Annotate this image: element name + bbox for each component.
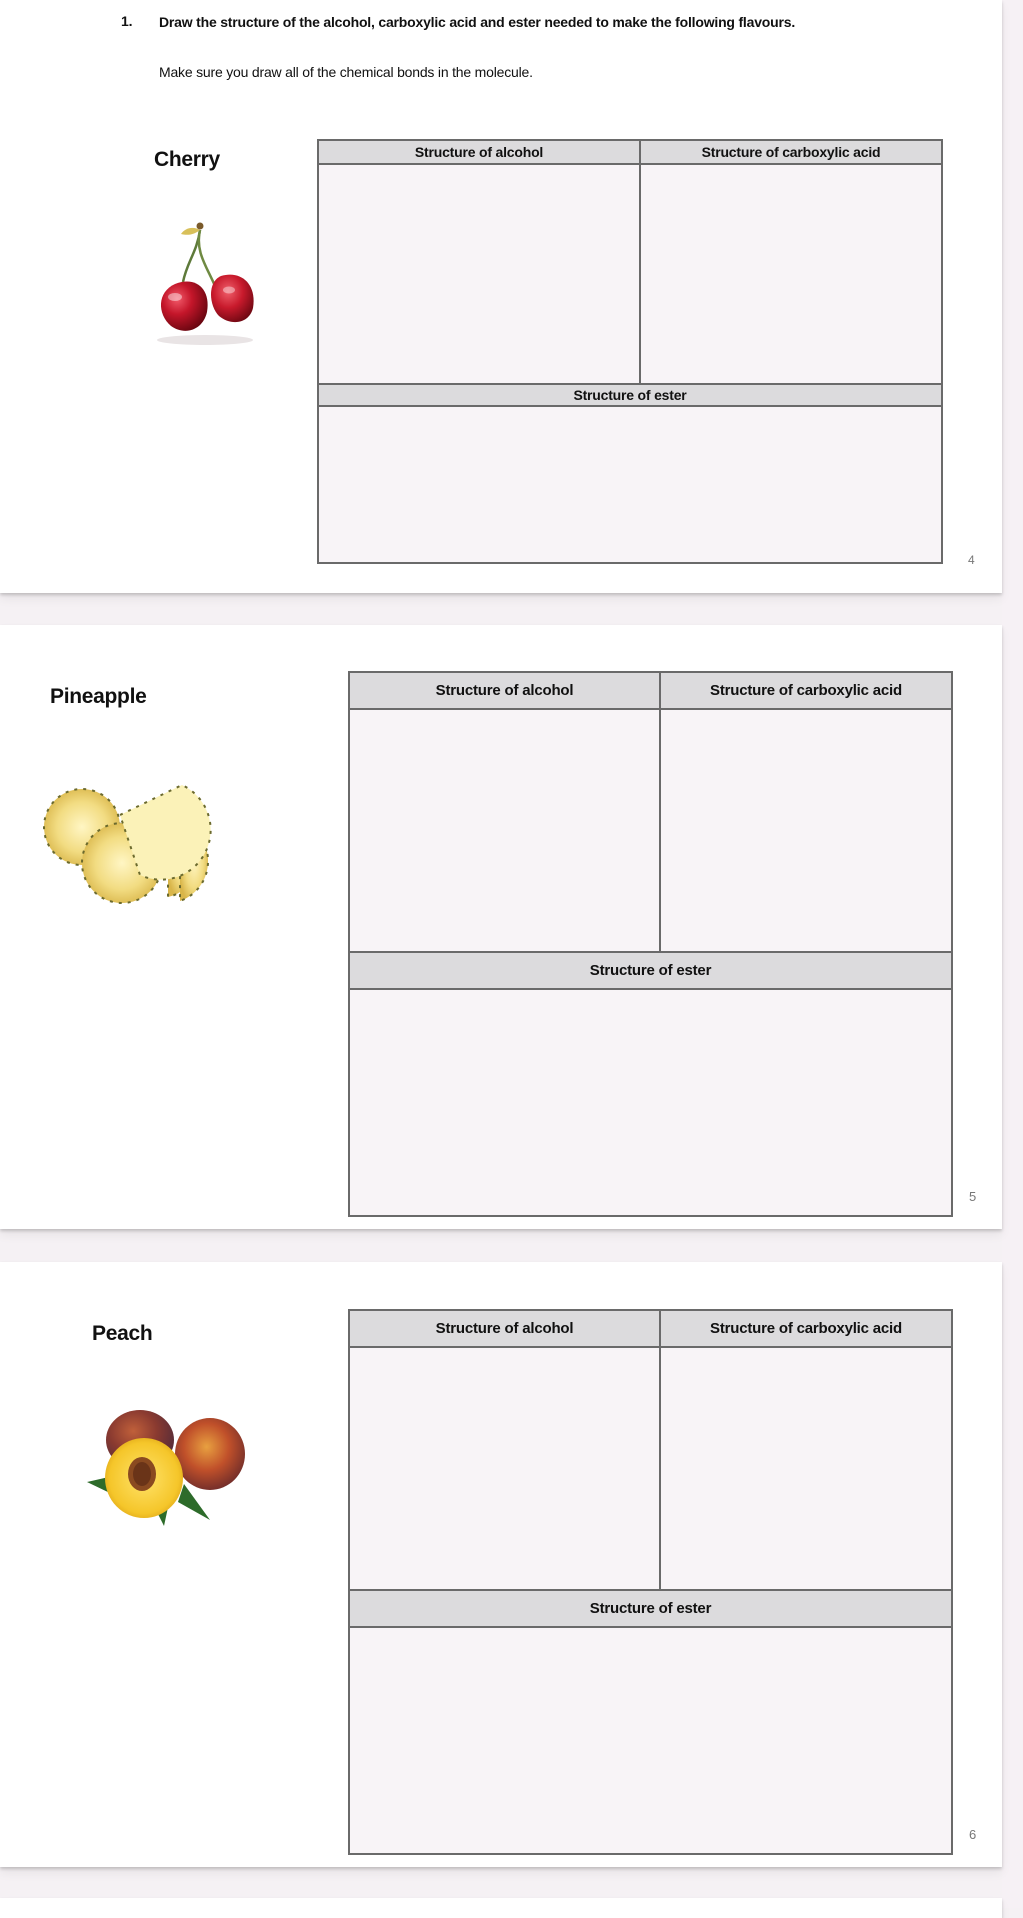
acid-answer-box[interactable]: [661, 710, 951, 951]
alcohol-header: Structure of alcohol: [319, 141, 639, 163]
alcohol-answer-box[interactable]: [350, 710, 659, 951]
ester-answer-box[interactable]: [350, 1628, 951, 1853]
question-note: Make sure you draw all of the chemical bonds in the molecule.: [159, 64, 533, 80]
flavour-label-peach: Peach: [92, 1322, 153, 1345]
flavour-label-cherry: Cherry: [154, 148, 220, 171]
ester-header: Structure of ester: [350, 1591, 951, 1626]
document-page-5: [0, 625, 1002, 1229]
document-page-4: [0, 0, 1002, 593]
pineapple-icon: [40, 785, 220, 920]
page-number: 4: [968, 553, 975, 567]
structure-table-peach: [348, 1309, 953, 1855]
page-number: 5: [969, 1189, 977, 1204]
ester-answer-box[interactable]: [350, 990, 951, 1215]
acid-header: Structure of carboxylic acid: [661, 1311, 951, 1346]
alcohol-answer-box[interactable]: [350, 1348, 659, 1589]
cherry-icon: [145, 212, 270, 347]
acid-answer-box[interactable]: [641, 165, 941, 383]
ester-answer-box[interactable]: [319, 407, 941, 562]
structure-table-cherry: [317, 139, 943, 564]
acid-answer-box[interactable]: [661, 1348, 951, 1589]
alcohol-answer-box[interactable]: [319, 165, 639, 383]
ester-header: Structure of ester: [350, 953, 951, 988]
ester-header: Structure of ester: [319, 385, 941, 405]
question-text: Draw the structure of the alcohol, carboxylic acid and ester needed to make the following flavours.: [159, 14, 796, 30]
document-page-6: [0, 1262, 1002, 1867]
viewer-scrollbar-gutter: [1002, 0, 1023, 1908]
question-number: 1.: [121, 13, 133, 29]
alcohol-header: Structure of alcohol: [350, 1311, 659, 1346]
document-page-next: [0, 1898, 1002, 1918]
flavour-label-pineapple: Pineapple: [50, 685, 147, 708]
alcohol-header: Structure of alcohol: [350, 673, 659, 708]
structure-table-pineapple: [348, 671, 953, 1217]
page-number: 6: [969, 1827, 977, 1842]
acid-header: Structure of carboxylic acid: [641, 141, 941, 163]
acid-header: Structure of carboxylic acid: [661, 673, 951, 708]
peach-icon: [82, 1402, 252, 1527]
